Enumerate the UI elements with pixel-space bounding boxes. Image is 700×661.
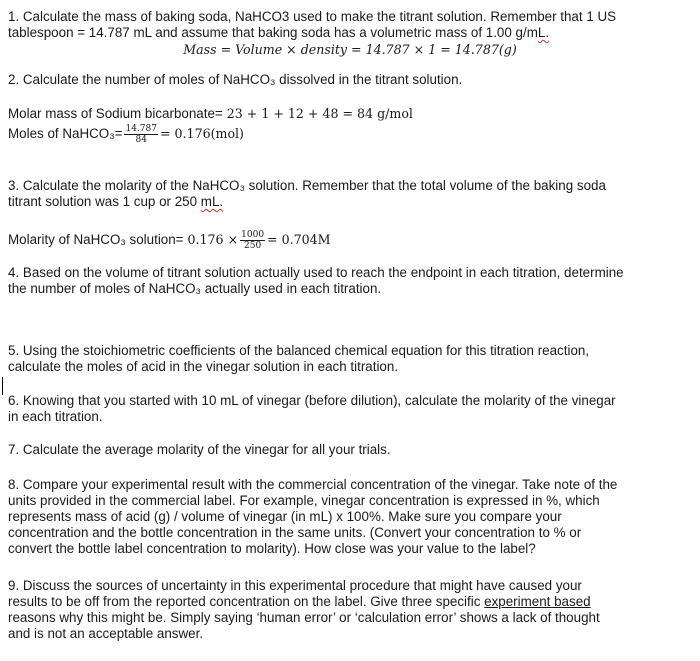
q8-line-4: concentration and the bottle concentration in the same units. (Convert your concentration to % or	[8, 525, 582, 540]
q8-line-1: 8. Compare your experimental result with the commercial concentration of the vinegar. Take note of the	[8, 477, 618, 492]
q3-molarity-result: = 0.704M	[267, 232, 331, 248]
q9-line-2	[8, 594, 591, 610]
q8-line-3: represents mass of acid (g) / volume of vinegar (in mL) x 100%. Make sure you compare your	[8, 509, 562, 524]
q6-line-2: in each titration.	[8, 409, 103, 424]
q8-line-5: convert the bottle label concentration to molarity). How close was your value to the label?	[8, 541, 536, 556]
q2-molar-mass	[8, 106, 413, 122]
q1-line-2-text: tablespoon = 14.787 mL and assume that baking soda has a volumetric mass of 1.00 g/m	[8, 25, 538, 40]
q9-line-3: reasons why this might be. Simply saying ‘human error’ or ‘calculation error’ shows a lack of thought	[8, 610, 600, 625]
q2-moles-den: 84	[135, 135, 147, 145]
q1-spell-mark: L.	[537, 25, 550, 40]
q3-molarity-expr: 0.176 ×	[183, 232, 239, 248]
q5-line-2: calculate the moles of acid in the vinegar solution in each titration.	[8, 359, 399, 374]
q3-molarity	[8, 230, 331, 251]
q8-line-2: units provided in the commercial label. For example, vinegar concentration is expressed in %, which	[8, 493, 600, 508]
q2-moles-result: = 0.176(mol)	[159, 126, 244, 142]
q4-line-2: the number of moles of NaHCO₃ actually used in each titration.	[8, 281, 382, 296]
q3-line-2	[8, 194, 223, 210]
q6-line-1: 6. Knowing that you started with 10 mL of vinegar (before dilution), calculate the molarity of the vinegar	[8, 393, 616, 408]
q9-underlined-phrase: experiment based	[484, 594, 591, 609]
q2-moles	[8, 124, 244, 145]
q3-line-2-text: titrant solution was 1 cup or 250	[8, 194, 201, 209]
q9-line-2-text: results to be off from the reported concentration on the label. Give three specific	[8, 594, 485, 609]
q9-line-1: 9. Discuss the sources of uncertainty in this experimental procedure that might have caused your	[8, 578, 582, 593]
q3-line-1: 3. Calculate the molarity of the NaHCO₃ solution. Remember that the total volume of the baking soda	[8, 178, 606, 193]
q5-line-1: 5. Using the stoichiometric coefficients of the balanced chemical equation for this titration reaction,	[8, 343, 590, 358]
q3-spell-mark: mL.	[200, 194, 224, 209]
q3-molarity-num: 1000	[241, 230, 265, 240]
q1-line-1: 1. Calculate the mass of baking soda, NaHCO3 used to make the titrant solution. Remember that 1 US	[8, 9, 617, 24]
q2-moles-num: 14.787	[125, 124, 157, 134]
q3-molarity-den: 250	[244, 241, 262, 251]
q2-moles-fraction	[124, 124, 158, 145]
q3-molarity-label: Molarity of NaHCO₃ solution=	[8, 232, 184, 248]
q2-line-1: 2. Calculate the number of moles of NaHCO₃ dissolved in the titrant solution.	[8, 72, 463, 87]
q1-equation: Mass = Volume × density = 14.787 × 1 = 14.787(g)	[183, 42, 517, 57]
q4-line-1: 4. Based on the volume of titrant solution actually used to reach the endpoint in each titration, determine	[8, 265, 624, 280]
q2-molar-label: Molar mass of Sodium bicarbonate=	[8, 106, 223, 121]
q9-line-4: and is not an acceptable answer.	[8, 626, 204, 641]
text-cursor	[2, 377, 3, 395]
q7-line-1: 7. Calculate the average molarity of the vinegar for all your trials.	[8, 442, 391, 457]
q3-molarity-fraction	[240, 230, 265, 251]
q2-moles-label: Moles of NaHCO₃=	[8, 126, 123, 142]
q2-molar-expr: 23 + 1 + 12 + 48 = 84 g/mol	[222, 106, 413, 121]
q1-line-2	[8, 25, 549, 41]
